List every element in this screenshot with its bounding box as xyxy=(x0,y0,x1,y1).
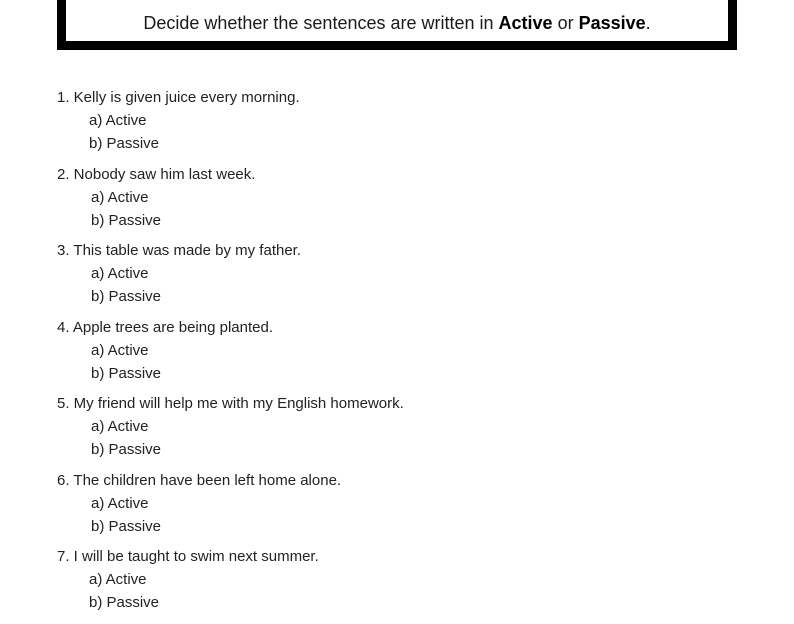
option-b[interactable]: b) Passive xyxy=(91,517,162,535)
option-a[interactable]: a) Active xyxy=(91,418,149,435)
option-a[interactable]: a) Active xyxy=(91,494,149,512)
option-b[interactable]: b) Passive xyxy=(91,288,162,305)
question-text: 5. My friend will help me with my English homework. xyxy=(57,395,404,412)
option-b[interactable]: b) Passive xyxy=(91,441,162,458)
question-text: 2. Nobody saw him last week. xyxy=(57,165,256,183)
question-text: 7. I will be taught to swim next summer. xyxy=(57,548,319,565)
question-5 xyxy=(57,394,757,471)
question-6 xyxy=(57,471,757,548)
instruction-box xyxy=(57,0,737,50)
question-1 xyxy=(57,88,757,165)
question-text: 4. Apple trees are being planted. xyxy=(57,318,273,336)
question-text: 1. Kelly is given juice every morning. xyxy=(57,89,300,106)
option-a[interactable]: a) Active xyxy=(89,112,147,129)
instruction-post: . xyxy=(645,13,651,33)
option-a[interactable]: a) Active xyxy=(91,341,149,359)
instruction-pre: Decide whether the sentences are written in xyxy=(143,13,499,33)
question-text: 6. The children have been left home alone. xyxy=(57,471,342,489)
option-b[interactable]: b) Passive xyxy=(89,135,160,152)
question-7 xyxy=(57,547,757,624)
question-text: 3. This table was made by my father. xyxy=(57,242,302,259)
question-3 xyxy=(57,241,757,318)
option-b[interactable]: b) Passive xyxy=(91,211,162,229)
option-b[interactable]: b) Passive xyxy=(91,364,162,382)
option-b[interactable]: b) Passive xyxy=(89,594,160,611)
instruction-mid: or xyxy=(552,13,579,33)
instruction-text xyxy=(66,0,728,41)
option-a[interactable]: a) Active xyxy=(91,265,149,282)
question-4 xyxy=(57,318,757,395)
instruction-active-word: Active xyxy=(498,13,553,33)
instruction-passive-word: Passive xyxy=(578,13,646,33)
option-a[interactable]: a) Active xyxy=(91,188,149,206)
question-2 xyxy=(57,165,757,242)
option-a[interactable]: a) Active xyxy=(89,571,147,588)
question-list xyxy=(57,88,757,624)
